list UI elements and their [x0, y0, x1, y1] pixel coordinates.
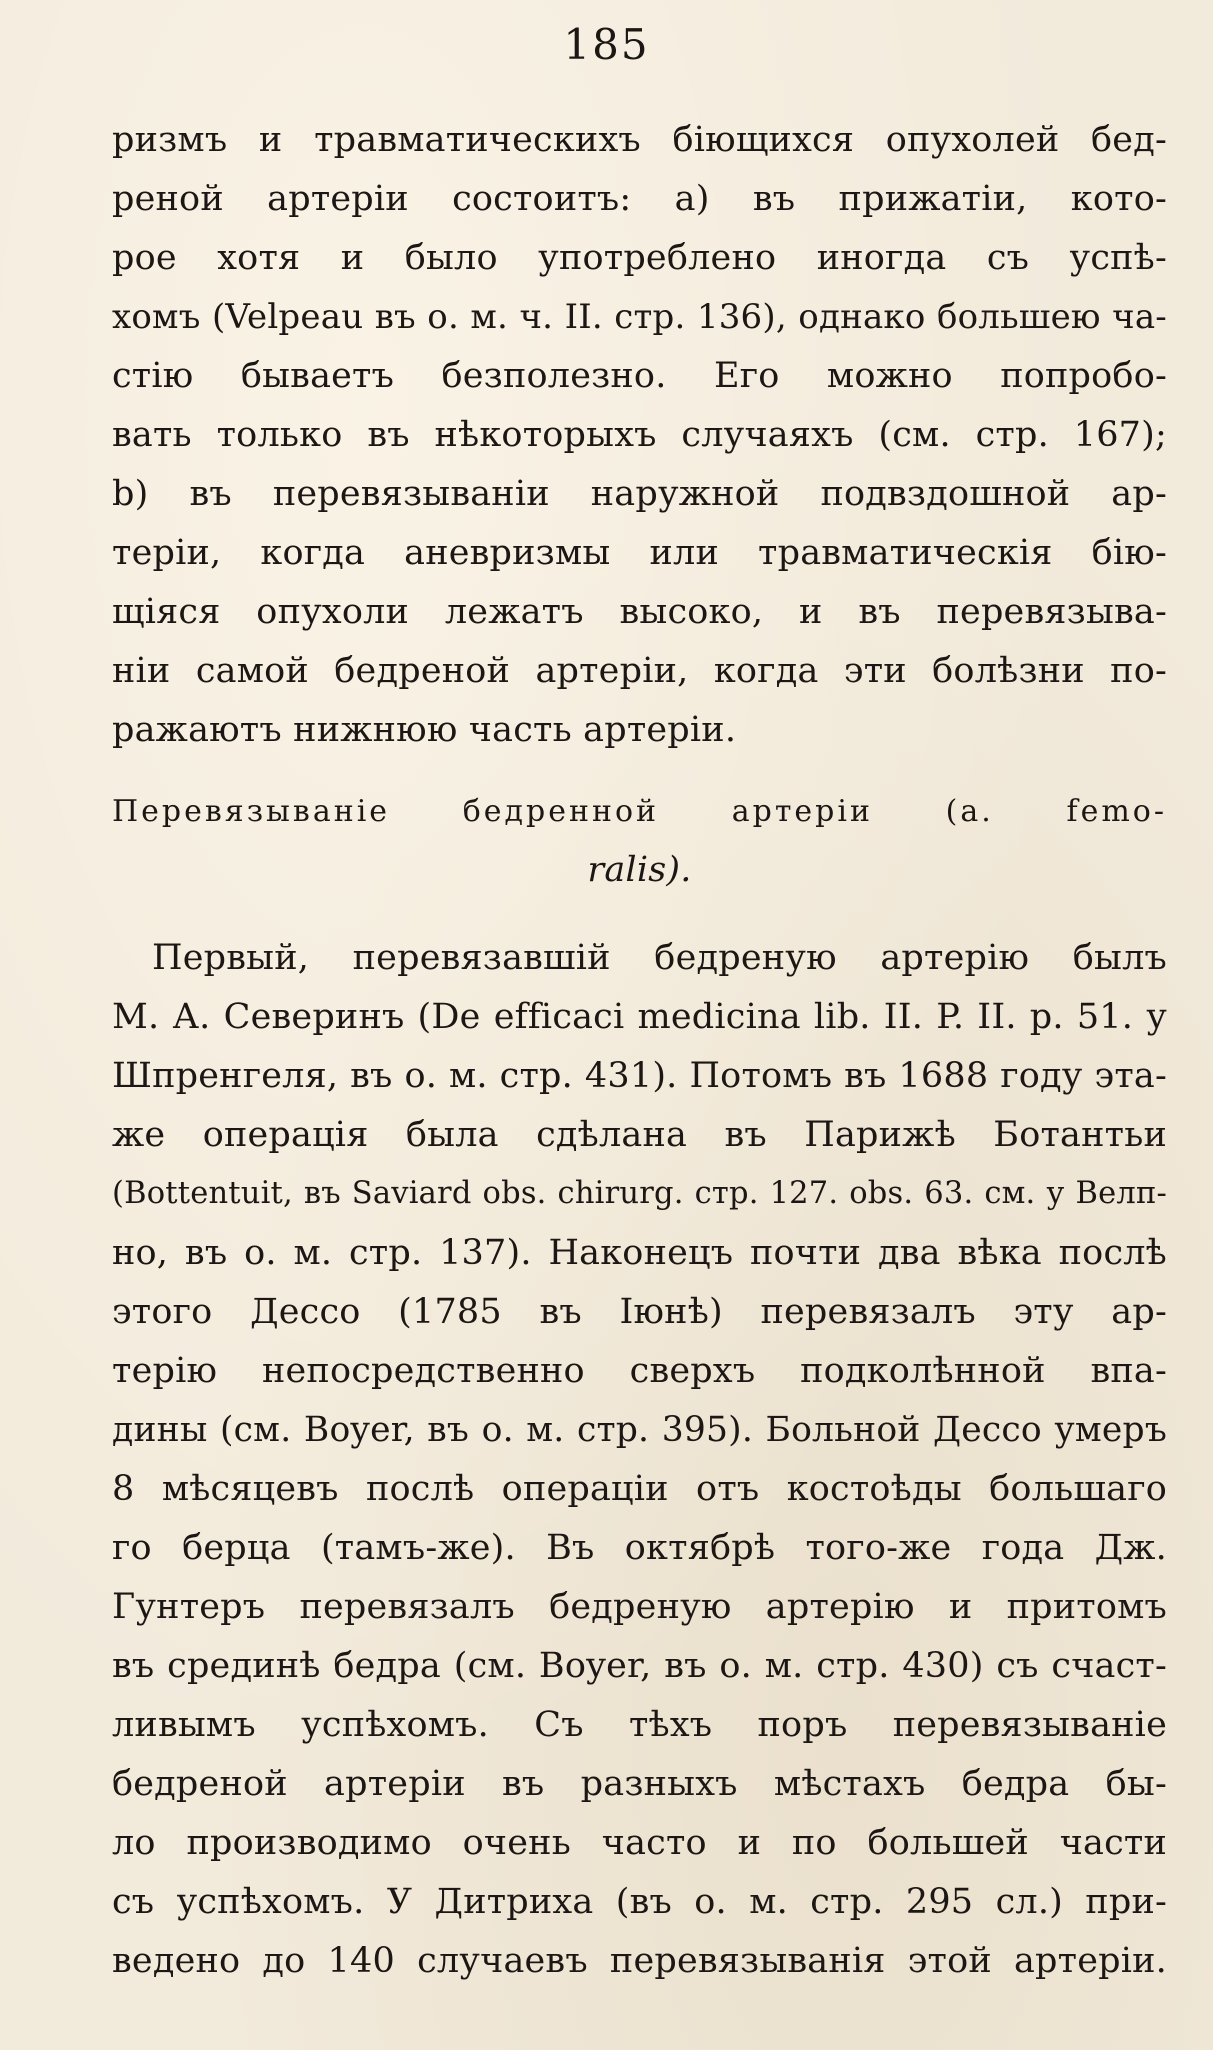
- section-heading-continued: ralis).: [587, 850, 692, 890]
- text-line: же операція была сдѣлана въ Парижѣ Ботантьи: [112, 1115, 1167, 1155]
- page-number: 185: [563, 20, 650, 69]
- text-line: ризмъ и травматическихъ біющихся опухолей бед-: [112, 120, 1167, 160]
- text-line: этого Дессо (1785 въ Іюнѣ) перевязалъ эту ар-: [112, 1292, 1167, 1332]
- text-line: ражаютъ нижнюю часть артеріи.: [112, 710, 737, 750]
- text-line: терію непосредственно сверхъ подколѣнной впа-: [112, 1351, 1167, 1391]
- text-line: ливымъ успѣхомъ. Съ тѣхъ поръ перевязываніе: [112, 1705, 1167, 1745]
- text-line: теріи, когда аневризмы или травматическія бію-: [112, 533, 1167, 573]
- text-line: въ срединѣ бедра (см. Boyer, въ о. м. стр. 430) съ счаст-: [112, 1646, 1167, 1686]
- text-line: го берца (тамъ-же). Въ октябрѣ того-же года Дж.: [112, 1528, 1167, 1568]
- text-line: стію бываетъ безполезно. Его можно попробо-: [112, 356, 1167, 396]
- text-line: М. А. Северинъ (De efficaci medicina lib. II. P. II. p. 51. у: [112, 997, 1167, 1037]
- text-line: ло производимо очень часто и по большей части: [112, 1823, 1167, 1863]
- section-heading: Перевязываніе бедренной артеріи (a. femo-: [112, 794, 1167, 829]
- text-line: щіяся опухоли лежатъ высоко, и въ перевязыва-: [112, 592, 1167, 632]
- text-line: вать только въ нѣкоторыхъ случаяхъ (см. стр. 167);: [112, 415, 1167, 455]
- text-line: ведено до 140 случаевъ перевязыванія этой артеріи.: [112, 1941, 1167, 1981]
- text-line: рое хотя и было употреблено иногда съ успѣ-: [112, 238, 1167, 278]
- text-line: дины (см. Boyer, въ о. м. стр. 395). Больной Дессо умеръ: [112, 1410, 1167, 1450]
- text-line: Первый, перевязавшій бедреную артерію былъ: [152, 938, 1167, 978]
- text-line: ніи самой бедреной артеріи, когда эти болѣзни по-: [112, 651, 1167, 691]
- text-line: реной артеріи состоитъ: а) въ прижатіи, кото-: [112, 179, 1167, 219]
- text-line: бедреной артеріи въ разныхъ мѣстахъ бедра бы-: [112, 1764, 1167, 1804]
- text-line: съ успѣхомъ. У Дитриха (въ о. м. стр. 295 сл.) при-: [112, 1882, 1167, 1922]
- text-line: но, въ о. м. стр. 137). Наконецъ почти два вѣка послѣ: [112, 1233, 1167, 1273]
- text-line: Гунтеръ перевязалъ бедреную артерію и притомъ: [112, 1587, 1167, 1627]
- text-line: b) въ перевязываніи наружной подвздошной ар-: [112, 474, 1167, 514]
- text-line: (Bottentuit, въ Saviard obs. chirurg. стр. 127. obs. 63. см. у Велп-: [112, 1176, 1167, 1211]
- text-line: хомъ (Velpeau въ о. м. ч. II. стр. 136), однако большею ча-: [112, 297, 1167, 337]
- text-line: 8 мѣсяцевъ послѣ операціи отъ костоѣды большаго: [112, 1469, 1167, 1509]
- text-line: Шпренгеля, въ о. м. стр. 431). Потомъ въ 1688 году эта-: [112, 1056, 1167, 1096]
